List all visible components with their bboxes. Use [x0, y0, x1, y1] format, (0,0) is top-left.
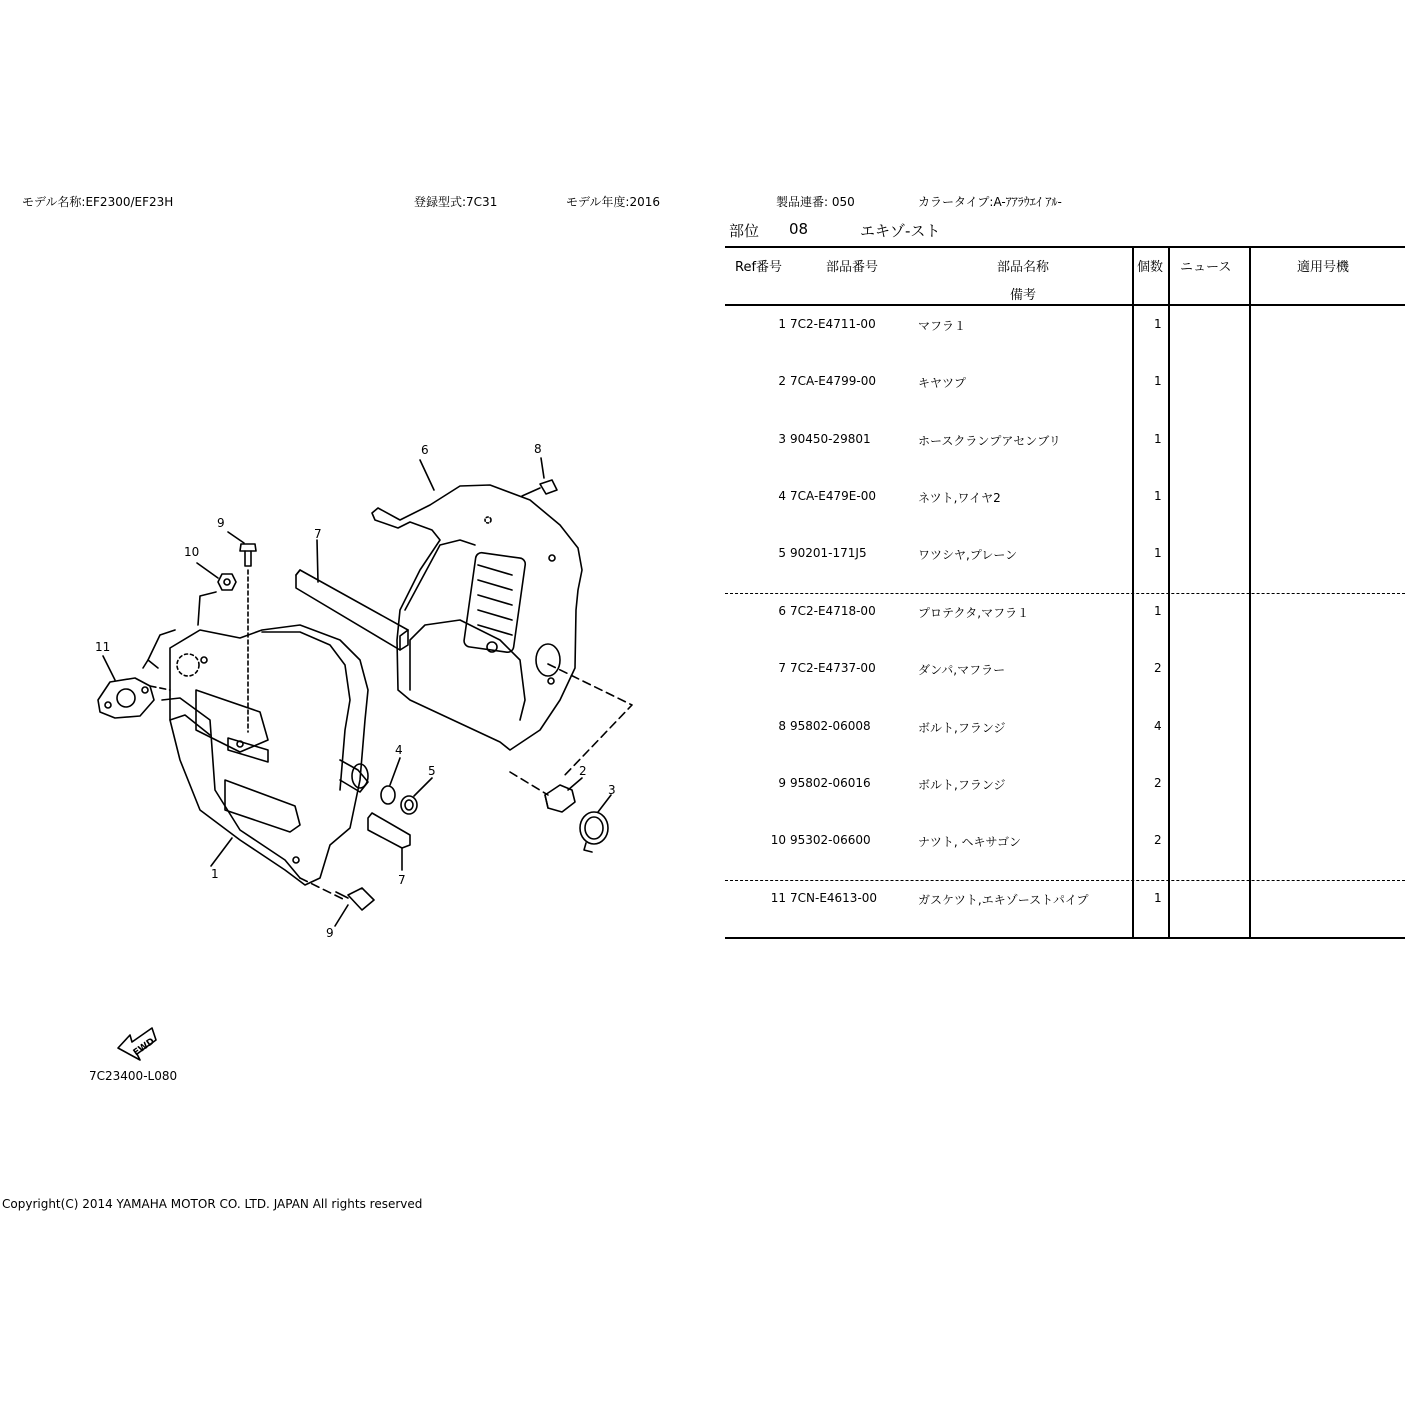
header-ref: Ref番号 [735, 260, 783, 275]
leader-line [103, 656, 115, 680]
row-quantity: 1 [1154, 432, 1162, 446]
header-remarks: 備考 [1010, 288, 1037, 303]
header-applicable: 適用号機 [1297, 260, 1350, 275]
row-part-name: マフラ１ [918, 319, 967, 333]
row-part-name: ボルト,フランジ [918, 721, 1006, 735]
row-part-name: キヤツプ [918, 376, 967, 390]
row-ref: 8 [778, 719, 786, 733]
row-ref: 9 [778, 776, 786, 790]
alignment-line [150, 686, 170, 690]
column-rule [1168, 246, 1170, 939]
row-ref: 10 [770, 833, 786, 847]
column-rule [1249, 246, 1251, 939]
row-part-name: ホースクランプアセンブリ [918, 434, 1061, 448]
row-part-number: 7C2-E4718-00 [790, 604, 876, 618]
alignment-line [510, 772, 548, 795]
row-quantity: 2 [1154, 661, 1162, 675]
muffler-damper-lower [368, 813, 410, 848]
exhaust-gasket [98, 678, 154, 718]
callout-label: 9 [217, 516, 225, 530]
section-number: 08 [789, 220, 809, 238]
callout-label: 9 [326, 926, 334, 940]
muffler-protector [372, 485, 582, 750]
callout-label: 1 [211, 867, 219, 881]
row-part-number: 90201-171J5 [790, 546, 867, 560]
table-bottom-rule [725, 937, 1405, 939]
wire-net [381, 786, 395, 804]
forward-arrow-icon [118, 1028, 157, 1060]
row-part-name: ワツシヤ,プレーン [918, 548, 1018, 562]
row-quantity: 1 [1154, 546, 1162, 560]
callout-label: 8 [534, 442, 542, 456]
row-ref: 5 [778, 546, 786, 560]
color-type: カラータイプ:A-ｱｱﾗｳｴｲ ｱﾙ- [918, 195, 1062, 209]
row-ref: 4 [778, 489, 786, 503]
row-group-divider [725, 880, 1405, 881]
callout-label: 10 [184, 545, 200, 559]
row-group-divider [725, 593, 1405, 594]
leader-line [335, 905, 348, 926]
callout-label: 2 [579, 764, 587, 778]
row-quantity: 1 [1154, 317, 1162, 331]
leader-line [197, 563, 218, 578]
row-part-number: 7CA-E4799-00 [790, 374, 877, 388]
row-part-name: ネツト,ワイヤ2 [918, 491, 1001, 505]
row-part-number: 95302-06600 [790, 833, 871, 847]
leader-line [228, 532, 244, 543]
muffler-cap [545, 785, 575, 812]
plain-washer [401, 796, 417, 814]
row-quantity: 1 [1154, 891, 1162, 905]
callout-label: 11 [95, 640, 111, 654]
row-part-number: 90450-29801 [790, 432, 871, 446]
leader-line [390, 758, 400, 785]
row-part-number: 7CA-E479E-00 [790, 489, 876, 503]
header-part-name: 部品名称 [997, 260, 1050, 275]
hose-clamp [580, 812, 608, 852]
exploded-diagram [0, 0, 700, 1100]
serial-number: 製品連番: 050 [776, 195, 855, 209]
row-ref: 11 [770, 891, 786, 905]
row-part-number: 7C2-E4737-00 [790, 661, 876, 675]
leader-line [317, 540, 318, 582]
row-quantity: 4 [1154, 719, 1162, 733]
header-news: ニュース [1180, 260, 1232, 275]
row-quantity: 1 [1154, 604, 1162, 618]
callout-label: 7 [314, 527, 322, 541]
row-part-number: 7C2-E4711-00 [790, 317, 876, 331]
leader-line [541, 458, 544, 478]
copyright-notice: Copyright(C) 2014 YAMAHA MOTOR CO. LTD. JAPAN All rights reserved [2, 1197, 423, 1211]
hex-nut [218, 574, 236, 590]
row-part-name: ダンパ,マフラー [918, 663, 1006, 677]
alignment-line [548, 664, 632, 778]
leader-line [198, 592, 216, 625]
row-ref: 1 [778, 317, 786, 331]
leader-line [420, 460, 434, 490]
column-rule [1132, 246, 1134, 939]
muffler-body [143, 625, 368, 885]
leader-line [414, 778, 432, 796]
row-ref: 6 [778, 604, 786, 618]
row-part-name: ボルト,フランジ [918, 778, 1006, 792]
header-part-number: 部品番号 [826, 260, 879, 275]
diagram-code: 7C23400-L080 [89, 1069, 178, 1083]
header-quantity: 個数 [1137, 260, 1164, 275]
row-part-number: 95802-06016 [790, 776, 871, 790]
callout-label: 3 [608, 783, 616, 797]
row-part-number: 95802-06008 [790, 719, 871, 733]
row-part-name: ナツト, ヘキサゴン [918, 835, 1022, 849]
model-year: モデル年度:2016 [566, 195, 660, 209]
alignment-line [300, 878, 345, 900]
table-top-rule [725, 246, 1405, 248]
row-quantity: 2 [1154, 776, 1162, 790]
fwd-label: FWD [131, 1036, 157, 1059]
row-ref: 7 [778, 661, 786, 675]
leader-line [598, 795, 611, 812]
leader-line [211, 838, 232, 866]
row-quantity: 2 [1154, 833, 1162, 847]
row-part-name: プロテクタ,マフラ１ [918, 606, 1030, 620]
callout-label: 4 [395, 743, 403, 757]
callout-label: 7 [398, 873, 406, 887]
row-quantity: 1 [1154, 374, 1162, 388]
registration-type: 登録型式:7C31 [414, 195, 498, 209]
callout-label: 5 [428, 764, 436, 778]
row-quantity: 1 [1154, 489, 1162, 503]
row-part-number: 7CN-E4613-00 [790, 891, 878, 905]
leader-line [568, 778, 582, 790]
section-label: 部位 [729, 222, 760, 240]
flange-bolt-upper [240, 544, 256, 732]
flange-bolt-top [522, 480, 557, 496]
model-name: モデル名称:EF2300/EF23H [22, 195, 174, 209]
table-header-rule [725, 304, 1405, 306]
callout-label: 6 [421, 443, 429, 457]
row-ref: 2 [778, 374, 786, 388]
section-name: エキゾ-スト [860, 222, 941, 240]
row-part-name: ガスケツト,エキゾーストパイプ [918, 893, 1089, 907]
row-ref: 3 [778, 432, 786, 446]
